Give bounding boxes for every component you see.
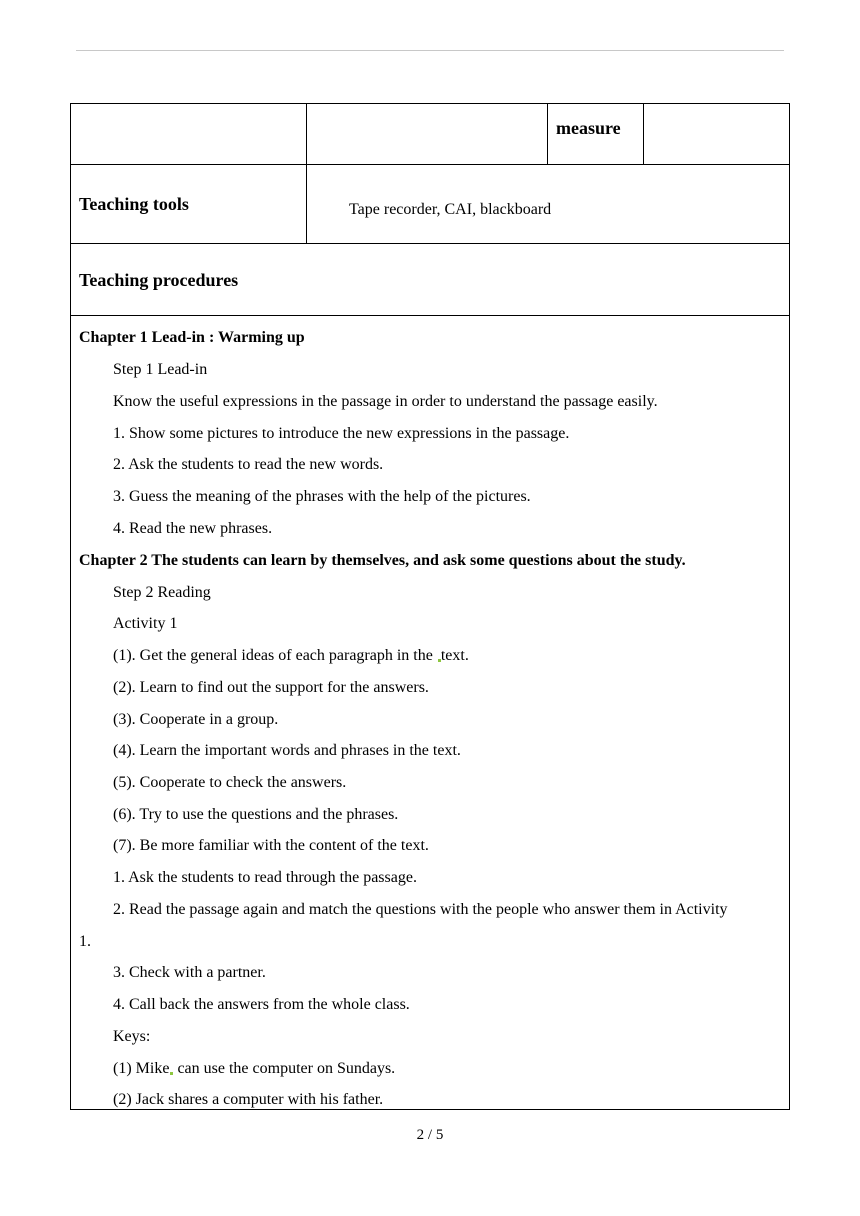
- list-item: [113, 646, 469, 666]
- table-border-right: [789, 103, 790, 1110]
- teaching-procedures-label: Teaching procedures: [79, 270, 239, 290]
- key-1-suffix: can use the computer on Sundays.: [173, 1060, 396, 1077]
- know-expressions-line: Know the useful expressions in the passage in order to understand the passage easily.: [113, 393, 658, 410]
- list-item: (2) Jack shares a computer with his father.: [113, 1091, 384, 1108]
- row-divider: [70, 164, 790, 165]
- table-border-top: [70, 103, 790, 104]
- list-item: [113, 1059, 395, 1079]
- activity-1-heading: Activity 1: [113, 615, 178, 632]
- column-divider: [643, 103, 644, 165]
- list-item-continuation: 1.: [79, 933, 91, 950]
- list-item: 3. Guess the meaning of the phrases with the help of the pictures.: [113, 488, 531, 505]
- goal-1-suffix: text.: [440, 647, 469, 664]
- table-border-left: [70, 103, 71, 1110]
- list-item: (7). Be more familiar with the content of the text.: [113, 837, 429, 854]
- list-item: (5). Cooperate to check the answers.: [113, 774, 347, 791]
- list-item: 4. Read the new phrases.: [113, 520, 273, 537]
- teaching-tools-value: Tape recorder, CAI, blackboard: [349, 201, 552, 218]
- measure-label: measure: [556, 118, 621, 138]
- keys-label: Keys:: [113, 1028, 151, 1045]
- goal-1-prefix: (1). Get the general ideas of each paragraph in the: [113, 647, 437, 664]
- step-2-heading: Step 2 Reading: [113, 584, 211, 601]
- page-number: 2 / 5: [416, 1127, 444, 1143]
- chapter-2-title: Chapter 2 The students can learn by themselves, and ask some questions about the study.: [79, 552, 686, 569]
- list-item: 1. Ask the students to read through the passage.: [113, 869, 417, 886]
- list-item: 2. Read the passage again and match the questions with the people who answer them in Activity: [113, 901, 728, 918]
- teaching-tools-label: Teaching tools: [79, 194, 189, 214]
- column-divider: [547, 103, 548, 165]
- row-divider: [70, 243, 790, 244]
- chapter-1-title: Chapter 1 Lead-in : Warming up: [79, 329, 305, 346]
- list-item: (4). Learn the important words and phrases in the text.: [113, 742, 461, 759]
- column-divider: [306, 103, 307, 244]
- list-item: 3. Check with a partner.: [113, 964, 266, 981]
- header-rule: [76, 50, 784, 51]
- lesson-plan-table: [70, 103, 790, 1110]
- list-item: (3). Cooperate in a group.: [113, 711, 279, 728]
- list-item: (6). Try to use the questions and the phrases.: [113, 806, 399, 823]
- step-1-heading: Step 1 Lead-in: [113, 361, 208, 378]
- list-item: 2. Ask the students to read the new words.: [113, 456, 384, 473]
- key-1-prefix: (1) Mike: [113, 1060, 170, 1077]
- row-divider: [70, 315, 790, 316]
- list-item: (2). Learn to find out the support for the answers.: [113, 679, 429, 696]
- list-item: 4. Call back the answers from the whole class.: [113, 996, 410, 1013]
- list-item: 1. Show some pictures to introduce the new expressions in the passage.: [113, 425, 570, 442]
